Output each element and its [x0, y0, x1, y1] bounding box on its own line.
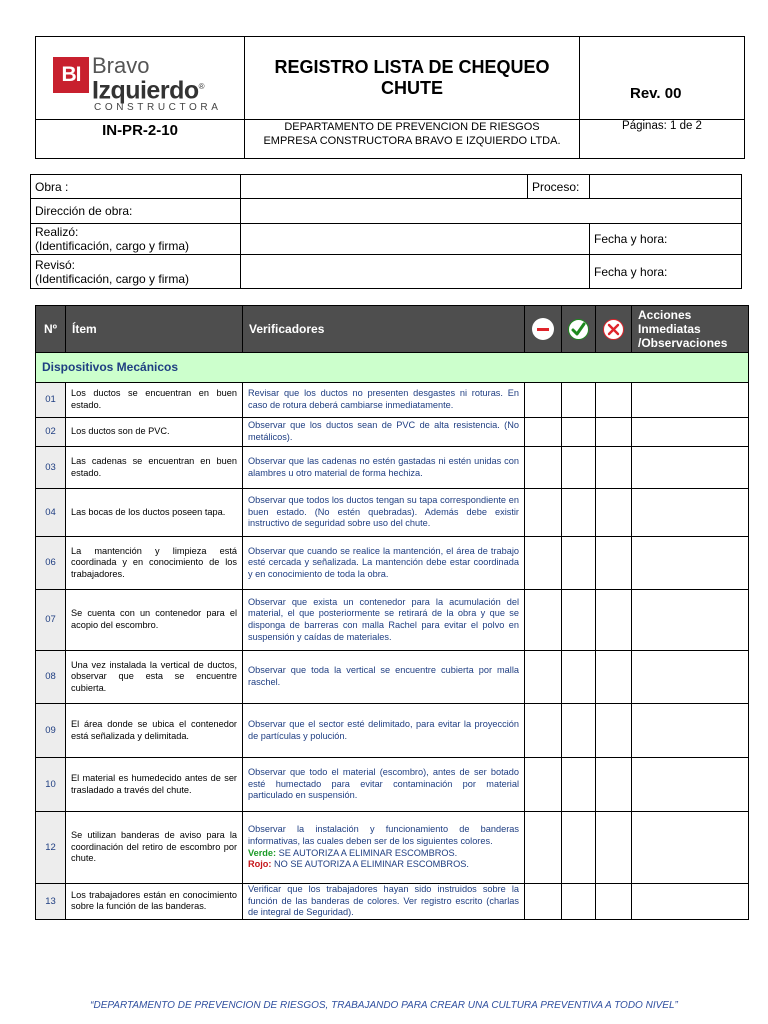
row-verificador: Verificar que los trabajadores hayan sido instruidos sobre la función de las banderas de colores. Ver registro escrito (charlas de integral de Seguridad). — [243, 884, 525, 920]
check-yes-cell[interactable] — [562, 704, 596, 758]
check-yes-cell[interactable] — [562, 590, 596, 651]
check-yes-cell[interactable] — [562, 447, 596, 489]
footer-slogan: “DEPARTAMENTO DE PREVENCION DE RIESGOS, TRABAJANDO PARA CREAR UNA CULTURA PREVENTIVA A TODO NIVEL” — [90, 1000, 678, 1011]
row-item: Se utilizan banderas de aviso para la coordinación del retiro de escombro por chute. — [66, 812, 243, 884]
logo-line-izquierdo: Izquierdo® — [92, 76, 205, 105]
col-header-item: Ítem — [66, 306, 243, 353]
row-verificador: Observar que el sector esté delimitado, para evitar la proyección de partículas y polución. — [243, 704, 525, 758]
observaciones-cell[interactable] — [632, 812, 749, 884]
proceso-label: Proceso: — [528, 175, 590, 199]
minus-circle-icon — [532, 318, 554, 340]
logo-line-bravo: Bravo — [92, 52, 150, 78]
check-yes-cell[interactable] — [562, 418, 596, 447]
observaciones-cell[interactable] — [632, 489, 749, 537]
row-number: 06 — [36, 537, 66, 590]
row-verificador: Observar que los ductos sean de PVC de alta resistencia. (No metálicos). — [243, 418, 525, 447]
fecha-hora-realizo[interactable]: Fecha y hora: — [590, 224, 742, 255]
department-cell — [245, 120, 580, 159]
check-circle-icon — [568, 319, 589, 340]
realizo-field[interactable] — [241, 224, 590, 255]
col-header-verificadores: Verificadores — [243, 306, 525, 353]
check-yes-cell[interactable] — [562, 383, 596, 418]
check-yes-cell[interactable] — [562, 812, 596, 884]
check-na-cell[interactable] — [525, 537, 562, 590]
row-item: El material es humedecido antes de ser trasladado a través del chute. — [66, 758, 243, 812]
row-number: 02 — [36, 418, 66, 447]
reviso-label: Revisó: (Identificación, cargo y firma) — [31, 255, 241, 289]
check-no-cell[interactable] — [596, 383, 632, 418]
observaciones-cell[interactable] — [632, 590, 749, 651]
x-circle-icon — [603, 319, 624, 340]
logo-line-constructora: CONSTRUCTORA — [94, 102, 222, 114]
table-row — [36, 489, 749, 537]
company-logo — [36, 42, 244, 114]
check-na-cell[interactable] — [525, 812, 562, 884]
row-verificador: Observar que las cadenas no estén gastadas ni estén unidas con alambres u otro material de forma hechiza. — [243, 447, 525, 489]
category-dispositivos-mecanicos: Dispositivos Mecánicos — [36, 353, 749, 383]
document-code: IN-PR-2-10 — [36, 120, 245, 159]
row-number: 13 — [36, 884, 66, 920]
check-yes-cell[interactable] — [562, 758, 596, 812]
row-number: 04 — [36, 489, 66, 537]
row-item: Los trabajadores están en conocimiento sobre la función de las banderas. — [66, 884, 243, 920]
check-no-cell[interactable] — [596, 812, 632, 884]
row-number: 01 — [36, 383, 66, 418]
logo-mark: BI — [53, 57, 89, 93]
check-no-cell[interactable] — [596, 651, 632, 704]
row-number: 07 — [36, 590, 66, 651]
check-no-cell[interactable] — [596, 758, 632, 812]
observaciones-cell[interactable] — [632, 447, 749, 489]
check-na-cell[interactable] — [525, 758, 562, 812]
row-verificador: Revisar que los ductos no presenten desgastes ni roturas. En caso de rotura deberá cambiarse inmediatamente. — [243, 383, 525, 418]
check-na-cell[interactable] — [525, 447, 562, 489]
info-table — [30, 174, 742, 289]
table-row — [36, 383, 749, 418]
table-row — [36, 590, 749, 651]
table-row — [36, 884, 749, 920]
observaciones-cell[interactable] — [632, 758, 749, 812]
row-number: 09 — [36, 704, 66, 758]
row-verificador: Observar que toda la vertical se encuentre cubierta por malla raschel. — [243, 651, 525, 704]
check-na-cell[interactable] — [525, 651, 562, 704]
checklist-table — [35, 305, 749, 920]
check-yes-cell[interactable] — [562, 537, 596, 590]
row-item: Las bocas de los ductos poseen tapa. — [66, 489, 243, 537]
row-item: Los ductos se encuentran en buen estado. — [66, 383, 243, 418]
row-verificador: Observar que todo el material (escombro), antes de ser botado esté humectado para evitar contaminación por material particulado en suspensión. — [243, 758, 525, 812]
check-yes-cell[interactable] — [562, 489, 596, 537]
document-header — [35, 36, 745, 159]
obra-field[interactable] — [241, 175, 528, 199]
fecha-hora-reviso[interactable]: Fecha y hora: — [590, 255, 742, 289]
check-no-cell[interactable] — [596, 884, 632, 920]
row-item: Se cuenta con un contenedor para el acopio del escombro. — [66, 590, 243, 651]
check-yes-cell[interactable] — [562, 884, 596, 920]
col-header-number: Nº — [36, 306, 66, 353]
row-verificador: Observar que exista un contenedor para la acumulación del material, el que posteriormente se retirará de la obra y que se disponga de barreras con malla Rachel para evitar el polvo en suspensión y caídas de materiales. — [243, 590, 525, 651]
direccion-label: Dirección de obra: — [31, 199, 241, 224]
realizo-label: Realizó: (Identificación, cargo y firma) — [31, 224, 241, 255]
row-item: La mantención y limpieza está coordinada y en conocimiento de los trabajadores. — [66, 537, 243, 590]
table-row — [36, 758, 749, 812]
row-verificador: Observar que todos los ductos tengan su tapa correspondiente en buen estado. (No estén quebradas). Además debe existir instructivo de seguridad sobre uso del chute. — [243, 489, 525, 537]
revision-cell — [580, 37, 745, 120]
check-na-cell[interactable] — [525, 489, 562, 537]
observaciones-cell[interactable] — [632, 704, 749, 758]
check-na-cell[interactable] — [525, 884, 562, 920]
page-count: Páginas: 1 de 2 — [580, 120, 745, 159]
observaciones-cell[interactable] — [632, 383, 749, 418]
check-no-cell[interactable] — [596, 418, 632, 447]
col-header-yes — [562, 306, 596, 353]
row-item: Las cadenas se encuentran en buen estado. — [66, 447, 243, 489]
table-row — [36, 704, 749, 758]
check-na-cell[interactable] — [525, 383, 562, 418]
document-title: REGISTRO LISTA DE CHEQUEO CHUTE — [245, 37, 580, 120]
department-name: DEPARTAMENTO DE PREVENCION DE RIESGOS — [284, 121, 540, 133]
col-header-acciones: Acciones Inmediatas /Observaciones — [632, 306, 749, 353]
check-na-cell[interactable] — [525, 704, 562, 758]
obra-label: Obra : — [31, 175, 241, 199]
row-verificador: Observar que cuando se realice la mantención, el área de trabajo esté cercada y señalizada. La mantención debe estar coordinada y en conocimiento de toda la obra. — [243, 537, 525, 590]
observaciones-cell[interactable] — [632, 537, 749, 590]
observaciones-cell[interactable] — [632, 651, 749, 704]
row-number: 08 — [36, 651, 66, 704]
row-item: El área donde se ubica el contenedor está señalizada y delimitada. — [66, 704, 243, 758]
logo-cell — [36, 37, 245, 120]
check-na-cell[interactable] — [525, 590, 562, 651]
row-number: 12 — [36, 812, 66, 884]
proceso-field[interactable] — [590, 175, 742, 199]
check-yes-cell[interactable] — [562, 651, 596, 704]
row-item: Una vez instalada la vertical de ductos, observar que esta se encuentre cubierta. — [66, 651, 243, 704]
check-na-cell[interactable] — [525, 418, 562, 447]
row-number: 03 — [36, 447, 66, 489]
company-name: EMPRESA CONSTRUCTORA BRAVO E IZQUIERDO LTDA. — [263, 135, 561, 147]
reviso-field[interactable] — [241, 255, 590, 289]
direccion-field[interactable] — [241, 199, 742, 224]
row-item: Los ductos son de PVC. — [66, 418, 243, 447]
check-no-cell[interactable] — [596, 704, 632, 758]
table-row — [36, 537, 749, 590]
table-row — [36, 651, 749, 704]
observaciones-cell[interactable] — [632, 884, 749, 920]
check-no-cell[interactable] — [596, 537, 632, 590]
table-row — [36, 812, 749, 884]
check-no-cell[interactable] — [596, 590, 632, 651]
table-row — [36, 447, 749, 489]
revision: Rev. 00 — [630, 85, 682, 102]
check-no-cell[interactable] — [596, 447, 632, 489]
observaciones-cell[interactable] — [632, 418, 749, 447]
row-number: 10 — [36, 758, 66, 812]
row-verificador: Observar la instalación y funcionamiento de banderas informativas, las cuales deben ser de los siguientes colores. Verde: SE AUTORIZA A ELIMINAR ESCOMBROS. Rojo: NO SE AUTORIZA A ELIMINAR ESCOMBROS. — [243, 812, 525, 884]
check-no-cell[interactable] — [596, 489, 632, 537]
col-header-no — [596, 306, 632, 353]
col-header-na — [525, 306, 562, 353]
table-row — [36, 418, 749, 447]
